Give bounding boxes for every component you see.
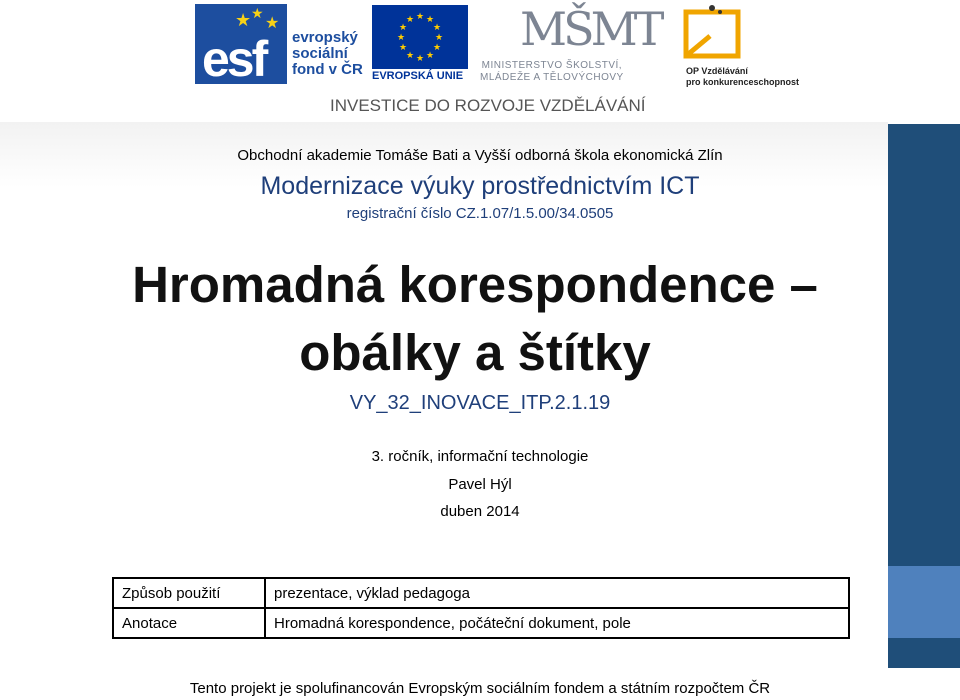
svg-text:★: ★	[426, 50, 435, 60]
date: duben 2014	[440, 503, 520, 520]
svg-text:★: ★	[406, 14, 415, 24]
footer-funding-note: Tento projekt je spolufinancován Evropským sociálním fondem a státním rozpočtem ČR	[189, 680, 771, 697]
svg-text:★: ★	[435, 32, 444, 42]
esf-mark: esf	[202, 31, 266, 87]
material-code: VY_32_INOVACE_ITP.2.1.19	[349, 392, 611, 414]
side-bar-dark-bottom	[888, 638, 960, 668]
table-cell-value: prezentace, výklad pedagoga	[265, 578, 849, 608]
title-line-1: Hromadná korespondence –	[132, 256, 818, 313]
side-bar-light	[888, 566, 960, 638]
op-logo-icon	[680, 2, 744, 62]
svg-text:★: ★	[251, 5, 264, 21]
svg-text:★: ★	[235, 10, 252, 30]
registration-number: registrační číslo CZ.1.07/1.5.00/34.0505	[346, 205, 614, 222]
grade-subject: 3. ročník, informační technologie	[371, 448, 589, 465]
table-row	[113, 608, 849, 638]
svg-text:★: ★	[433, 42, 442, 52]
svg-text:★: ★	[426, 14, 435, 24]
project-name: Modernizace výuky prostřednictvím ICT	[260, 172, 700, 200]
svg-text:★: ★	[399, 42, 408, 52]
title-line-2: obálky a štítky	[299, 324, 651, 381]
investice-label: INVESTICE DO ROZVOJE VZDĚLÁVÁNÍ	[330, 96, 646, 115]
author: Pavel Hýl	[448, 476, 512, 493]
svg-text:★: ★	[399, 22, 408, 32]
logo-band	[0, 0, 960, 122]
svg-text:★: ★	[416, 53, 425, 63]
eu-label: EVROPSKÁ UNIE	[372, 70, 464, 82]
esf-label: evropský sociální fond v ČR	[292, 29, 363, 78]
msmt-logo: MŠMT	[520, 2, 661, 56]
msmt-label: MINISTERSTVO ŠKOLSTVÍ, MLÁDEŽE A TĚLOVÝCHOVY	[480, 60, 624, 83]
table-cell-label: Způsob použití	[113, 578, 265, 608]
info-table	[112, 577, 850, 639]
svg-text:★: ★	[397, 32, 406, 42]
eu-flag-logo	[372, 5, 468, 69]
svg-text:★: ★	[265, 15, 280, 32]
op-label: OP Vzdělávání pro konkurenceschopnost	[686, 66, 800, 87]
table-cell-value: Hromadná korespondence, počáteční dokument, pole	[265, 608, 849, 638]
svg-text:★: ★	[406, 50, 415, 60]
school-name: Obchodní akademie Tomáše Bati a Vyšší odborná škola ekonomická Zlín	[237, 147, 723, 164]
table-cell-label: Anotace	[113, 608, 265, 638]
table-row	[113, 578, 849, 608]
eu-stars-icon	[372, 5, 468, 69]
svg-text:★: ★	[433, 22, 442, 32]
slide-title	[0, 256, 950, 382]
svg-text:★: ★	[416, 11, 425, 21]
